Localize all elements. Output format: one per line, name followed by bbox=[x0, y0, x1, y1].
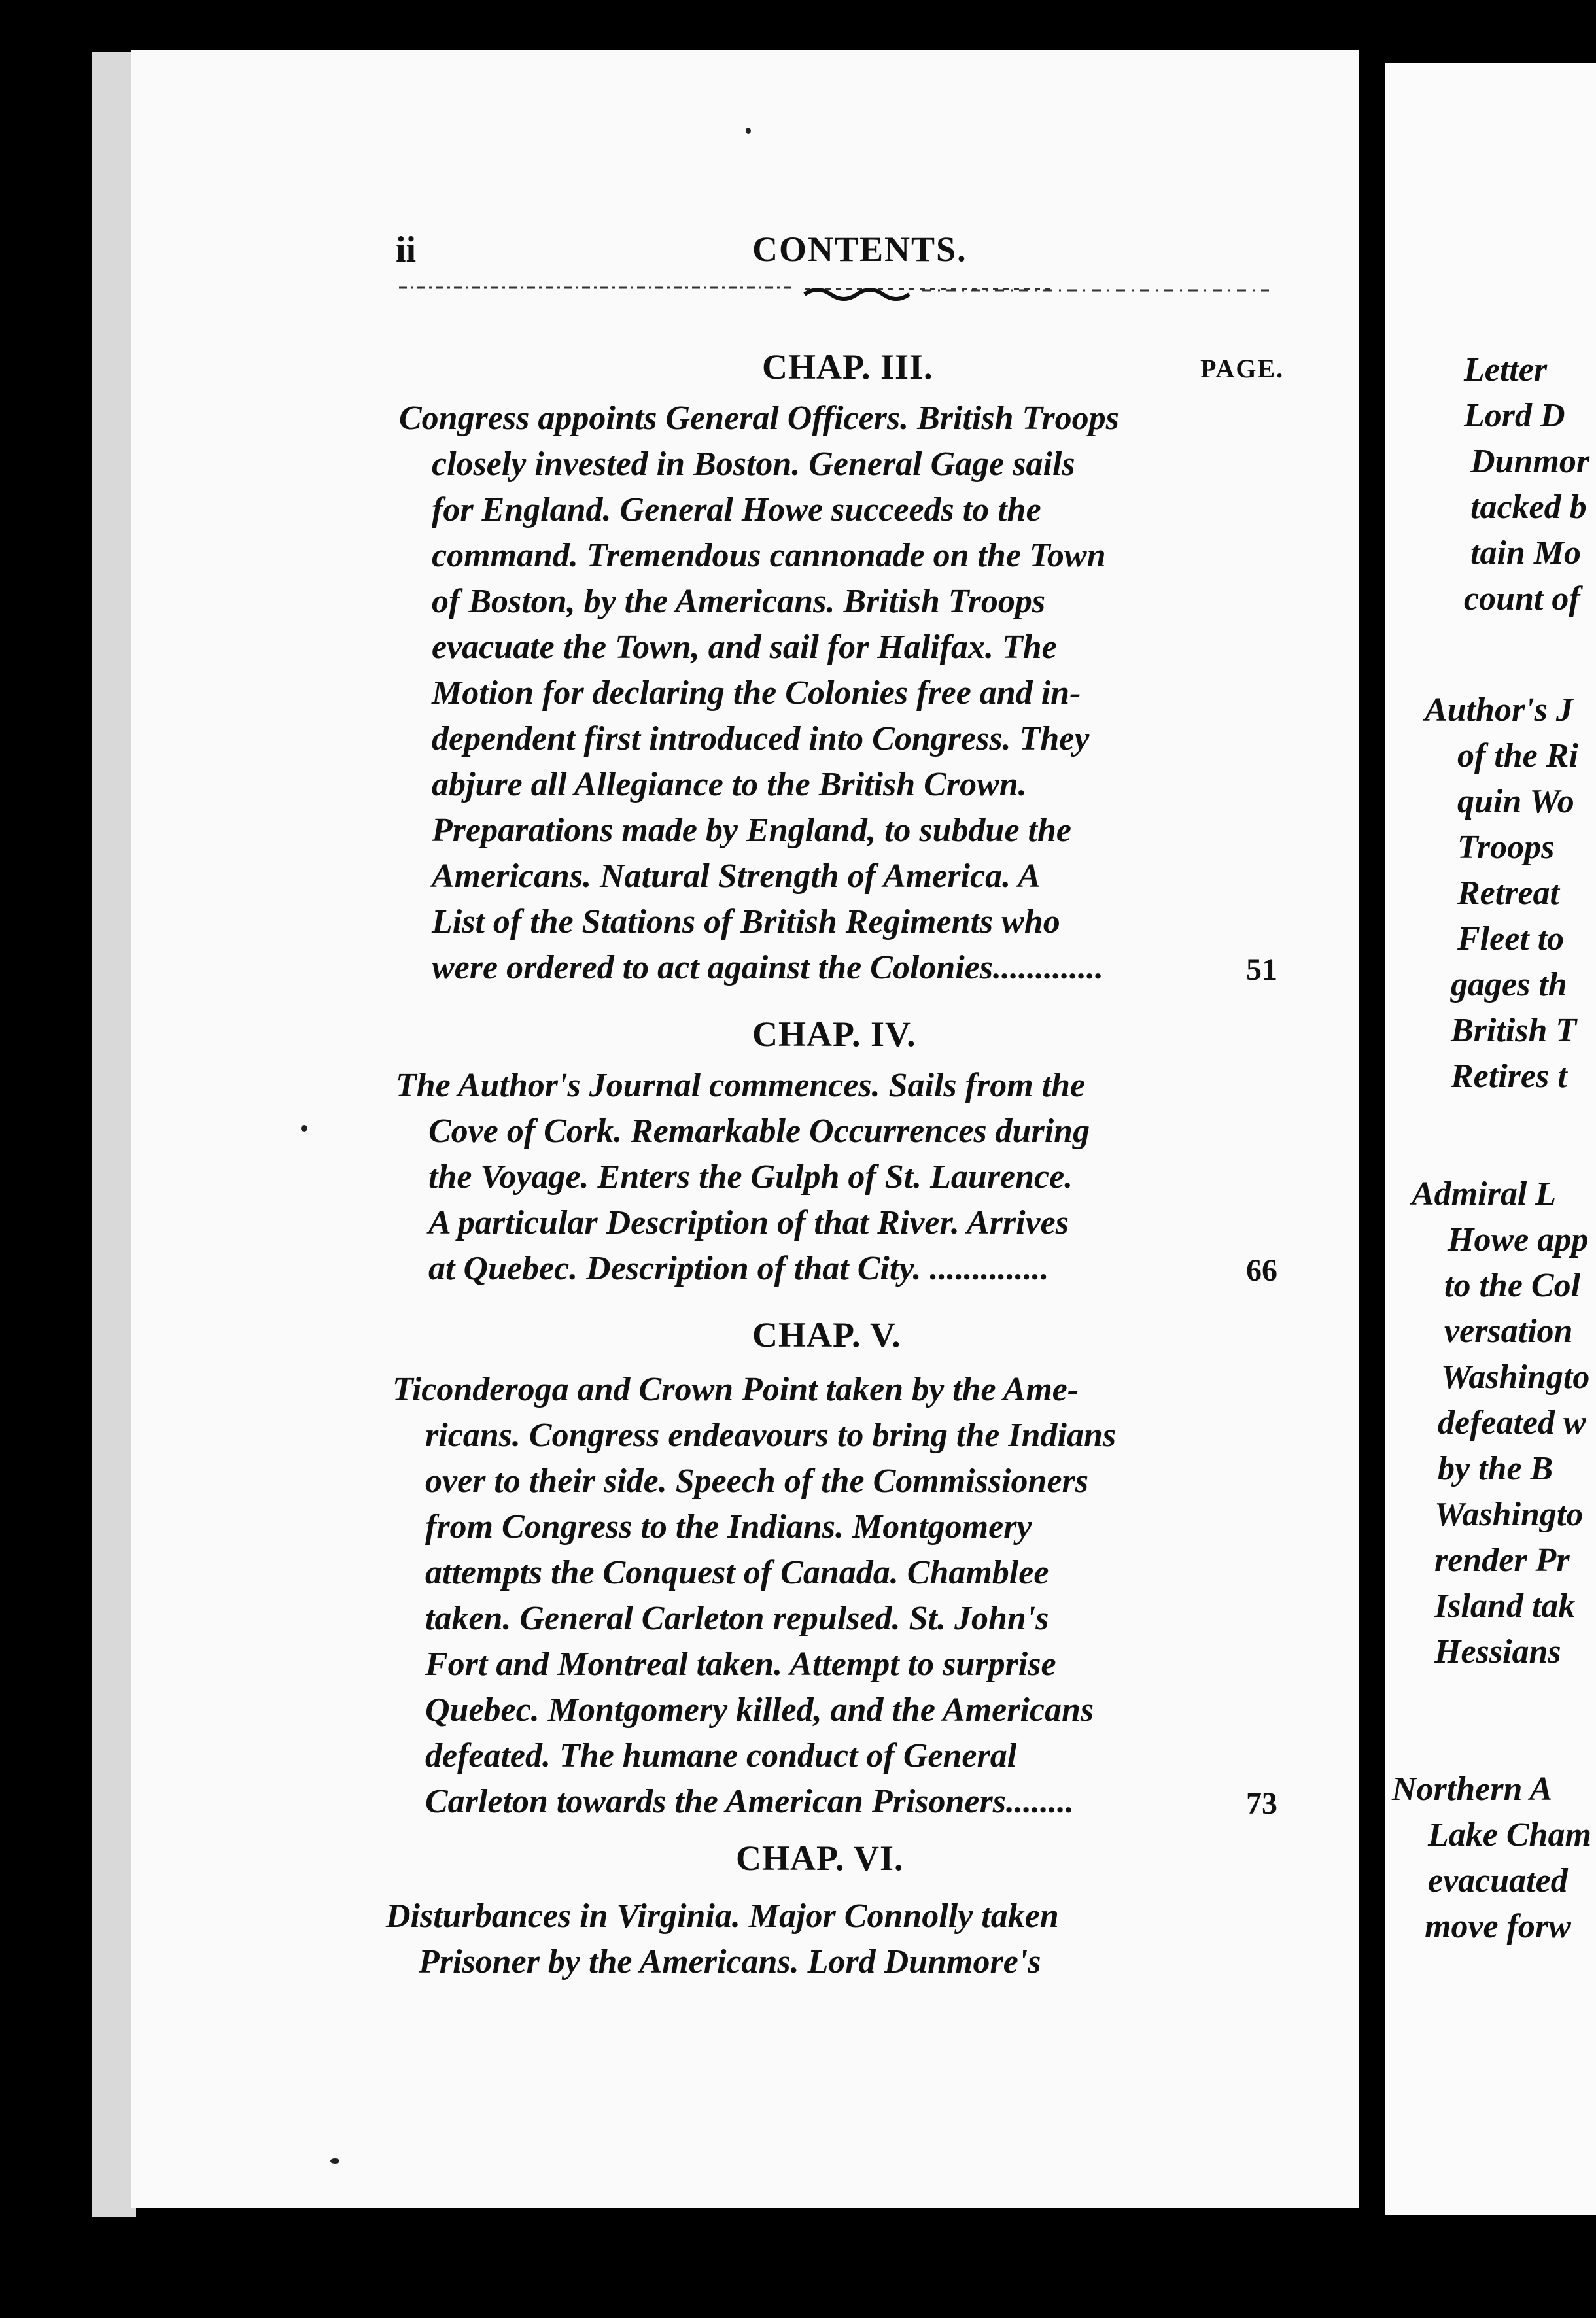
entry-line: were ordered to act against the Colonies............. bbox=[432, 949, 1103, 986]
entry-line: Prisoner by the Americans. Lord Dunmore's bbox=[419, 1943, 1041, 1981]
entry-line: abjure all Allegiance to the British Crown. bbox=[432, 766, 1027, 803]
facing-line: Northern A bbox=[1392, 1771, 1553, 1808]
facing-line: to the Col bbox=[1444, 1267, 1581, 1304]
ink-speck bbox=[330, 2158, 339, 2164]
facing-line: move forw bbox=[1425, 1908, 1571, 1945]
facing-line: evacuated bbox=[1428, 1862, 1568, 1899]
entry-line: taken. General Carleton repulsed. St. John's bbox=[425, 1600, 1049, 1637]
entry-line: at Quebec. Description of that City. .............. bbox=[428, 1250, 1049, 1287]
page-edge bbox=[92, 52, 136, 2217]
facing-line: tacked b bbox=[1470, 489, 1587, 526]
facing-line: count of bbox=[1464, 580, 1580, 617]
book-gutter bbox=[1359, 50, 1385, 2208]
entry-line: ricans. Congress endeavours to bring the Indians bbox=[425, 1417, 1117, 1454]
facing-line: Admiral L bbox=[1412, 1175, 1557, 1213]
facing-line: of the Ri bbox=[1457, 737, 1578, 774]
facing-line: Hessians bbox=[1434, 1633, 1561, 1670]
ink-speck bbox=[301, 1125, 307, 1132]
chapter-heading: CHAP. III. bbox=[762, 347, 933, 387]
ink-speck bbox=[746, 128, 751, 134]
facing-line: Retires t bbox=[1451, 1058, 1567, 1095]
entry-line: evacuate the Town, and sail for Halifax. The bbox=[432, 629, 1057, 666]
facing-line: tain Mo bbox=[1470, 534, 1582, 572]
facing-line: gages th bbox=[1451, 966, 1567, 1003]
entry-line: Preparations made by England, to subdue the bbox=[432, 812, 1071, 849]
facing-line: Howe app bbox=[1448, 1221, 1589, 1258]
facing-line: Troops bbox=[1457, 829, 1555, 866]
facing-line: Fleet to bbox=[1457, 920, 1565, 958]
facing-line: Lord D bbox=[1464, 397, 1565, 434]
facing-line: Author's J bbox=[1425, 691, 1573, 729]
entry-line: command. Tremendous cannonade on the Town bbox=[432, 537, 1106, 574]
facing-line: versation bbox=[1444, 1313, 1573, 1350]
entry-line: attempts the Conquest of Canada. Chamblee bbox=[425, 1554, 1049, 1591]
entry-line: Congress appoints General Officers. British Troops bbox=[399, 400, 1119, 437]
entry-line: List of the Stations of British Regiments who bbox=[432, 903, 1060, 941]
entry-line: Ticonderoga and Crown Point taken by the Ame- bbox=[392, 1371, 1079, 1408]
entry-line: defeated. The humane conduct of General bbox=[425, 1737, 1017, 1774]
entry-line: Carleton towards the American Prisoners........ bbox=[425, 1783, 1074, 1820]
page-reference: 73 bbox=[1246, 1786, 1277, 1821]
page-reference: 66 bbox=[1246, 1253, 1277, 1288]
entry-line: Quebec. Montgomery killed, and the Americans bbox=[425, 1691, 1094, 1729]
facing-line: Island tak bbox=[1434, 1587, 1576, 1625]
facing-line: render Pr bbox=[1434, 1542, 1570, 1579]
facing-line: Letter bbox=[1464, 351, 1548, 389]
facing-line: Washingto bbox=[1434, 1496, 1584, 1533]
entry-line: The Author's Journal commences. Sails from the bbox=[396, 1067, 1086, 1104]
chapter-heading: CHAP. V. bbox=[752, 1315, 901, 1355]
entry-line: A particular Description of that River. Arrives bbox=[428, 1204, 1069, 1241]
decorative-rule bbox=[399, 281, 1269, 301]
entry-line: Fort and Montreal taken. Attempt to surprise bbox=[425, 1646, 1056, 1683]
entry-line: for England. General Howe succeeds to the bbox=[432, 491, 1041, 528]
facing-line: quin Wo bbox=[1457, 783, 1574, 820]
entry-line: Motion for declaring the Colonies free and in- bbox=[432, 674, 1081, 712]
chapter-heading: CHAP. VI. bbox=[736, 1839, 904, 1878]
facing-line: by the B bbox=[1438, 1450, 1553, 1487]
entry-line: closely invested in Boston. General Gage sails bbox=[432, 445, 1075, 483]
entry-line: dependent first introduced into Congress. They bbox=[432, 720, 1090, 757]
entry-line: Americans. Natural Strength of America. A bbox=[432, 857, 1041, 895]
entry-line: from Congress to the Indians. Montgomery bbox=[425, 1508, 1032, 1546]
facing-line: British T bbox=[1451, 1012, 1577, 1049]
page-number: ii bbox=[396, 230, 417, 270]
entry-line: the Voyage. Enters the Gulph of St. Laurence. bbox=[428, 1158, 1073, 1196]
entry-line: Disturbances in Virginia. Major Connolly taken bbox=[386, 1897, 1059, 1935]
facing-line: defeated w bbox=[1438, 1404, 1586, 1442]
page-reference: 51 bbox=[1246, 952, 1277, 987]
running-head-title: CONTENTS. bbox=[752, 230, 967, 269]
chapter-heading: CHAP. IV. bbox=[752, 1014, 916, 1054]
facing-line: Lake Cham bbox=[1428, 1816, 1591, 1854]
facing-line: Dunmor bbox=[1470, 443, 1590, 480]
facing-page bbox=[1385, 63, 1596, 2215]
page-column-label: PAGE. bbox=[1200, 354, 1285, 383]
entry-line: of Boston, by the Americans. British Troops bbox=[432, 583, 1046, 620]
facing-line: Retreat bbox=[1457, 874, 1559, 912]
entry-line: over to their side. Speech of the Commissioners bbox=[425, 1462, 1088, 1500]
facing-line: Washingto bbox=[1441, 1358, 1590, 1396]
entry-line: Cove of Cork. Remarkable Occurrences during bbox=[428, 1113, 1090, 1150]
